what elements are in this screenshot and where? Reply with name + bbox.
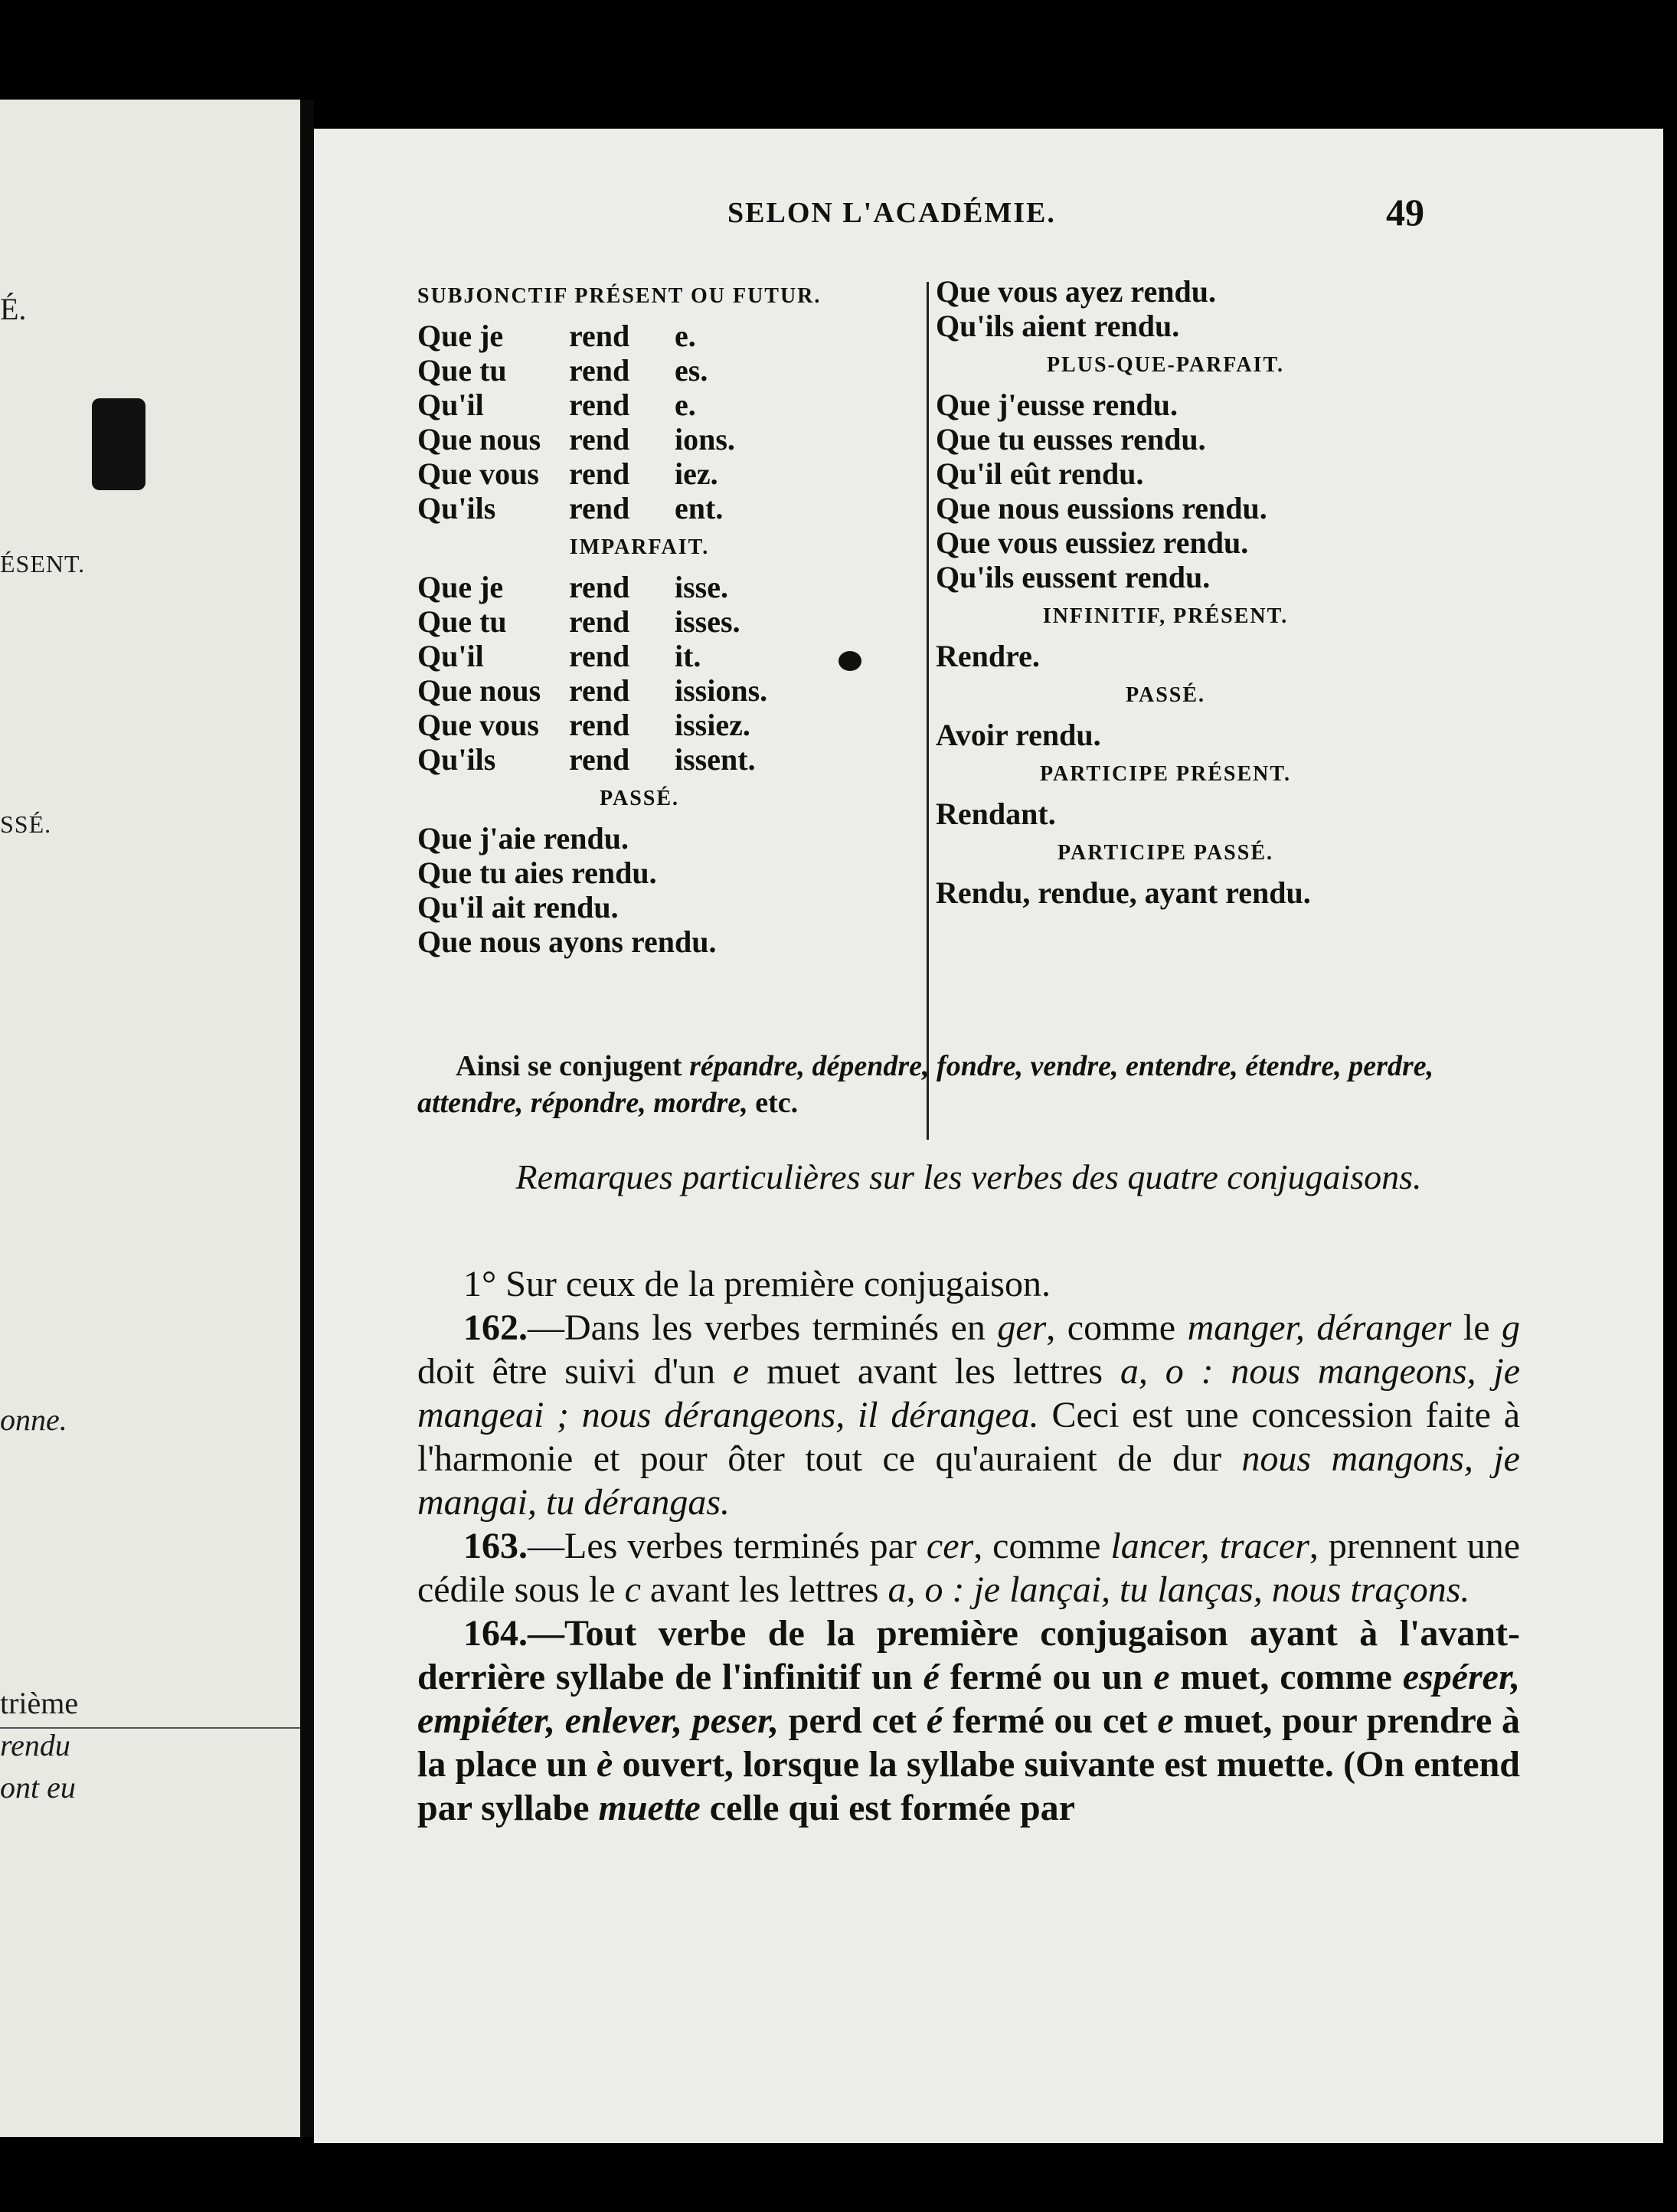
plus-que-parfait-line: Que j'eusse rendu.	[936, 388, 1178, 422]
passe-line: Que nous ayons rendu.	[417, 924, 717, 959]
passe-line: Que tu aies rendu.	[417, 856, 657, 890]
running-head: SELON L'ACADÉMIE.	[727, 197, 1056, 229]
page-header	[314, 191, 1663, 242]
subjonctif-heading: SUBJONCTIF PRÉSENT OU FUTUR.	[417, 284, 822, 308]
conjugation-row: Qu'ils rend ent.	[417, 491, 724, 525]
book-page	[314, 129, 1663, 2143]
conjugation-row: Que tu rend isses.	[417, 604, 740, 639]
conjugation-row: Que vous rend issiez.	[417, 708, 750, 742]
plus-que-parfait-line: Que vous eussiez rendu.	[936, 525, 1249, 560]
participe-passe-line: Rendu, rendue, ayant rendu.	[936, 875, 1311, 910]
conjugation-row: Que tu rend es.	[417, 353, 708, 388]
infinitif-passe-heading: PASSÉ.	[1125, 683, 1206, 707]
plus-que-parfait-heading: PLUS-QUE-PARFAIT.	[1046, 353, 1285, 377]
passe-continuation-line: Qu'ils aient rendu.	[936, 309, 1180, 343]
subjonctif-table	[417, 319, 861, 525]
passe-continuation-line: Que vous ayez rendu.	[936, 274, 1216, 309]
plus-que-parfait-line: Qu'ils eussent rendu.	[936, 560, 1211, 594]
conjugation-row: Que je rend e.	[417, 319, 696, 353]
passe-line: Qu'il ait rendu.	[417, 890, 619, 924]
infinitif-line: Rendre.	[936, 639, 1040, 673]
imparfait-table	[417, 570, 861, 777]
paragraph-164: 164.—Tout verbe de la première conjugaison ayant à l'avant-derrière syllabe de l'infinitif un é fermé ou un e muet, comme espérer, empiéter, enlever, peser, perd cet é fermé ou cet e muet, pour prendre à la place un è ouvert, lorsque la syllabe suivante est muette. (On entend par syllabe muette celle qui est formée par	[417, 1613, 1521, 1828]
section-title: Remarques particulières sur les verbes des quatre conjugaisons.	[515, 1157, 1422, 1196]
conjugation-row: Que je rend isse.	[417, 570, 728, 604]
conjugation-row: Que vous rend iez.	[417, 456, 718, 491]
conjugation-row: Qu'il rend it.	[417, 639, 701, 673]
paragraph-162: 162.—Dans les verbes terminés en ger, comme manger, déranger le g doit être suivi d'un e muet avant les lettres a, o : nous mangeons, je mangeai ; nous dérangeons, il dérangea. Ceci est une concession faite à l'harmonie et pour ôter tout ce qu'auraient de dur nous mangons, je mangai, tu dérangas.	[417, 1307, 1521, 1523]
left-fragment-1: É.	[0, 292, 27, 326]
ink-blot	[92, 398, 145, 490]
left-fragment-4: onne.	[0, 1402, 67, 1437]
left-column	[417, 274, 861, 959]
ink-dot	[838, 651, 861, 671]
ainsi-note: Ainsi se conjugent répandre, dépendre, fondre, vendre, entendre, étendre, perdre, attendre, répondre, mordre, etc.	[417, 1050, 1434, 1119]
book-gutter	[300, 100, 314, 2137]
conjugation-row: Que nous rend ions.	[417, 422, 735, 456]
participe-present-heading: PARTICIPE PRÉSENT.	[1039, 762, 1292, 786]
body-text	[417, 1262, 1520, 1830]
right-column	[936, 274, 1395, 910]
imparfait-heading: IMPARFAIT.	[569, 535, 710, 559]
passe-line: Que j'aie rendu.	[417, 821, 629, 856]
infinitif-passe-line: Avoir rendu.	[936, 718, 1101, 752]
column-divider	[927, 282, 929, 1140]
plus-que-parfait-line: Que tu eusses rendu.	[936, 422, 1206, 456]
conjugation-row: Qu'ils rend issent.	[417, 742, 756, 777]
left-fragment-3: SSÉ.	[0, 810, 52, 838]
left-page-fragment	[0, 100, 300, 2137]
plus-que-parfait-line: Que nous eussions rendu.	[936, 491, 1267, 525]
conjugation-row: Qu'il rend e.	[417, 388, 696, 422]
paragraph-163: 163.—Les verbes terminés par cer, comme lancer, tracer, prennent une cédile sous le c avant les lettres a, o : je lançai, tu lanças, nous traçons.	[417, 1526, 1521, 1610]
passe-heading: PASSÉ.	[599, 787, 680, 810]
participe-present-line: Rendant.	[936, 797, 1056, 831]
conjugation-row: Que nous rend issions.	[417, 673, 768, 708]
page-number: 49	[1386, 191, 1424, 234]
left-fragment-2: ÉSENT.	[0, 550, 86, 578]
left-fragment-7: ont eu	[0, 1770, 76, 1805]
left-fragment-6: rendu	[0, 1728, 70, 1762]
plus-que-parfait-line: Qu'il eût rendu.	[936, 456, 1144, 491]
participe-passe-heading: PARTICIPE PASSÉ.	[1057, 841, 1274, 865]
subsection-heading: 1° Sur ceux de la première conjugaison.	[463, 1264, 1051, 1304]
left-fragment-5: trième	[0, 1686, 79, 1720]
infinitif-heading: INFINITIF, PRÉSENT.	[1042, 604, 1289, 628]
